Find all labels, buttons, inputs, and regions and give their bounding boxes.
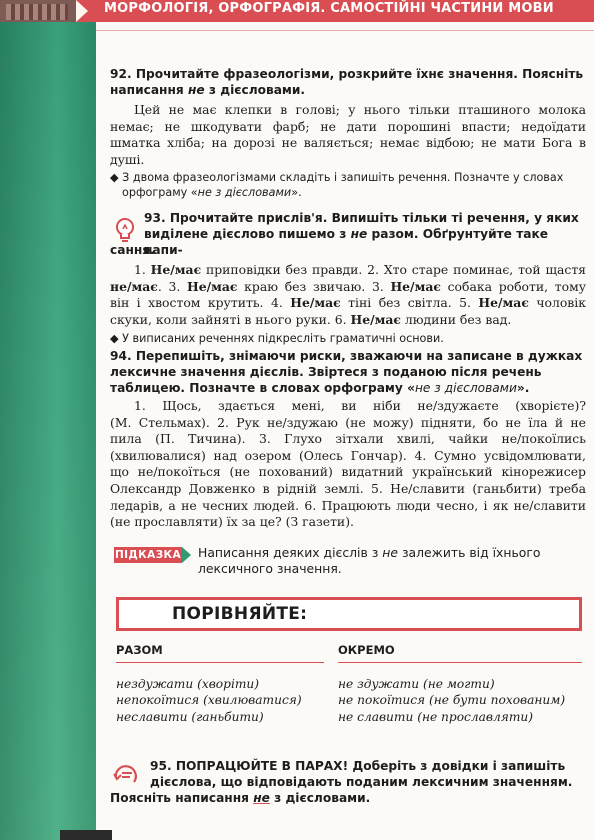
header-arrow-icon [76,0,88,22]
task93-note: ◆ У виписаних реченнях підкресліть граматичні основи. [110,332,444,345]
task92-heading-line1: 92. Прочитайте фразеологізми, розкрийте їхнє значення. Поясніть [110,67,584,81]
task92-body [110,102,586,168]
compare-left-list [116,676,330,725]
task92-line: немає; не шкодувати фарб; не дати порошині впасти; недоїдати [110,118,586,134]
task94-line: (М. Стельмах). 2. Рук не/здужаю (не можу) підняти, бо не їла й не [110,414,586,430]
bottom-dark-strip [60,830,112,840]
task94-body [110,398,586,531]
arrow-icon [182,547,191,563]
compare-right-list [338,676,586,725]
task94-line: (не прославляти) їх за це? (З газети). [110,514,354,530]
task93-line [110,312,586,329]
task94-heading-tail: ». [516,381,530,395]
proverb-text: собака роботи, тому [440,278,586,294]
compare-col-right-head: ОКРЕМО [338,643,395,657]
proverb-text: скуки, коли зайняті в нього руки. 6. [110,311,351,327]
hint-text-a: Написання деяких дієслів з [198,545,383,560]
task95-heading-line1: 95. ПОПРАЦЮЙТЕ В ПАРАХ! Доберіть з довідки і запишіть [150,759,566,773]
task95-heading-ne: не [253,791,270,805]
highlighted-verb: Не/має [390,278,441,294]
compare-right-item: не покоїтися (не бути похованим) [338,693,566,708]
task94-line: що не/покоїться (не похований) видатний український кінорежисер [110,464,586,480]
pair-work-icon [110,760,144,790]
building-thumbnail [0,0,76,22]
compare-left-rule [116,662,324,663]
highlighted-verb: Не/має [187,278,238,294]
hint-line1 [198,545,586,561]
proverb-text: він і хвостом крутить. 4. [110,295,291,311]
page-header-title: МОРФОЛОГІЯ, ОРФОГРАФІЯ. САМОСТІЙНІ ЧАСТИНИ МОВИ [104,1,554,16]
task94-heading-text: таблицею. Позначте в словах орфограму « [110,381,415,395]
highlighted-verb: Не/має [350,311,401,327]
hint-text-ne: не [382,545,399,560]
proverb-text: тіні без світла. 5. [340,295,479,311]
task95-heading-tail: з дієсловами. [269,791,371,805]
task92-note [110,170,586,200]
compare-left-item: неславити (ганьбити) [116,709,264,724]
task95-heading [150,758,586,790]
task95-heading-line3 [110,790,586,806]
task94-heading [110,348,586,396]
task93-heading-line2 [144,226,586,258]
compare-col-left-head: РАЗОМ [116,643,163,657]
task94-line: Олександр Довженко в рідній землі. 5. Не/славити (ганьбити) треба [110,480,586,496]
compare-right-item: не здужати (не могти) [338,677,495,691]
task92-heading-tail: з дієсловами. [204,83,306,97]
task92-line: шматка хліба; на дорозі не валяється; немає відбою; не мати Бога в [110,135,586,151]
hint-text-c: залежить від їхнього [398,545,541,560]
task92-line: Цей не має клепки в голові; у нього тільки пташиного молока [134,102,586,117]
left-green-band [0,0,96,840]
proverb-text: приповідки без правди. 2. Хто старе поминає, той щастя [201,262,586,277]
task93-line [110,262,586,279]
hint-text [198,545,586,577]
header-divider [96,30,594,31]
task92-heading-ne: не [187,83,205,97]
task95-heading-line2: дієслова, що відповідають поданим лексичним значенням. [150,775,573,789]
task93-heading-text: виділене дієслово пишемо з [144,227,351,241]
compare-title: ПОРІВНЯЙТЕ: [172,604,308,624]
hint-line2: лексичного значення. [198,561,342,576]
task94-line: 1. Щось, здається мені, ви ніби не/здужаєте (хворієте)? [134,398,586,413]
task93-heading [144,210,586,258]
task93-heading-ne: не [350,227,368,241]
task94-line: ледарів, а не чесних людей. 6. Працюють люди чесно, і як не/славити [110,497,586,513]
task93-heading-line1: 93. Прочитайте прислів'я. Випишіть тільки ті речення, у яких [144,211,579,225]
proverb-text: краю без звичаю. 3. [237,278,391,294]
highlighted-verb: Не/має [478,295,529,311]
task92-heading-line2 [110,82,586,98]
task93-line [110,295,586,312]
compare-left-item: непокоїтися (хвилюватися) [116,693,302,708]
compare-right-rule [338,662,582,663]
proverb-text: чоловік [528,295,586,311]
proverb-text: . 3. [157,278,187,294]
task92-note-line2 [110,185,586,200]
note-text: орфограму « [122,186,198,199]
compare-right-item: не славити (не прославляти) [338,709,533,724]
task93-body [110,262,586,328]
task94-heading-line3 [110,380,586,396]
hint-tag: ПІДКАЗКА [114,549,182,561]
lightbulb-icon [114,217,136,245]
proverb-text: людини без вад. [400,311,512,327]
highlighted-verb: Не/має [150,262,202,277]
task92-note-line1: ◆ З двома фразеологізмами складіть і запишіть речення. Позначте у словах [110,171,564,184]
task94-heading-line1: 94. Перепишіть, знімаючи риски, зважаючи на записане в дужках [110,349,583,363]
proverb-text: 1. [134,262,151,277]
task94-heading-orthogram: не з дієсловами [414,381,517,395]
highlighted-verb: Не/має [290,295,341,311]
task93-line [110,279,586,296]
task95-heading-text: Поясніть написання [110,791,254,805]
task92-heading [110,66,586,98]
compare-left-item: нездужати (хворіти) [116,677,260,691]
note-orthogram: не з дієсловами [197,186,292,199]
task92-heading-text: написання [110,83,188,97]
task93-heading-line3: сання. [110,243,155,257]
task94-heading-line2: лексичне значення дієслів. Звіртеся з поданою після речень [110,365,542,379]
highlighted-verb: не/має [110,278,158,294]
task93-heading-tail: разом. Обґрунтуйте таке напи- [144,227,549,257]
task94-line: (хвилювалися) над озером (Олесь Гончар). 4. Сумно усвідомлювати, [110,447,586,463]
task92-line: душі. [110,151,145,167]
note-tail: ». [291,186,302,199]
task94-line: пила (П. Тичина). 3. Глухо зітхали хвилі, чайки не/покоїлись [110,431,586,447]
